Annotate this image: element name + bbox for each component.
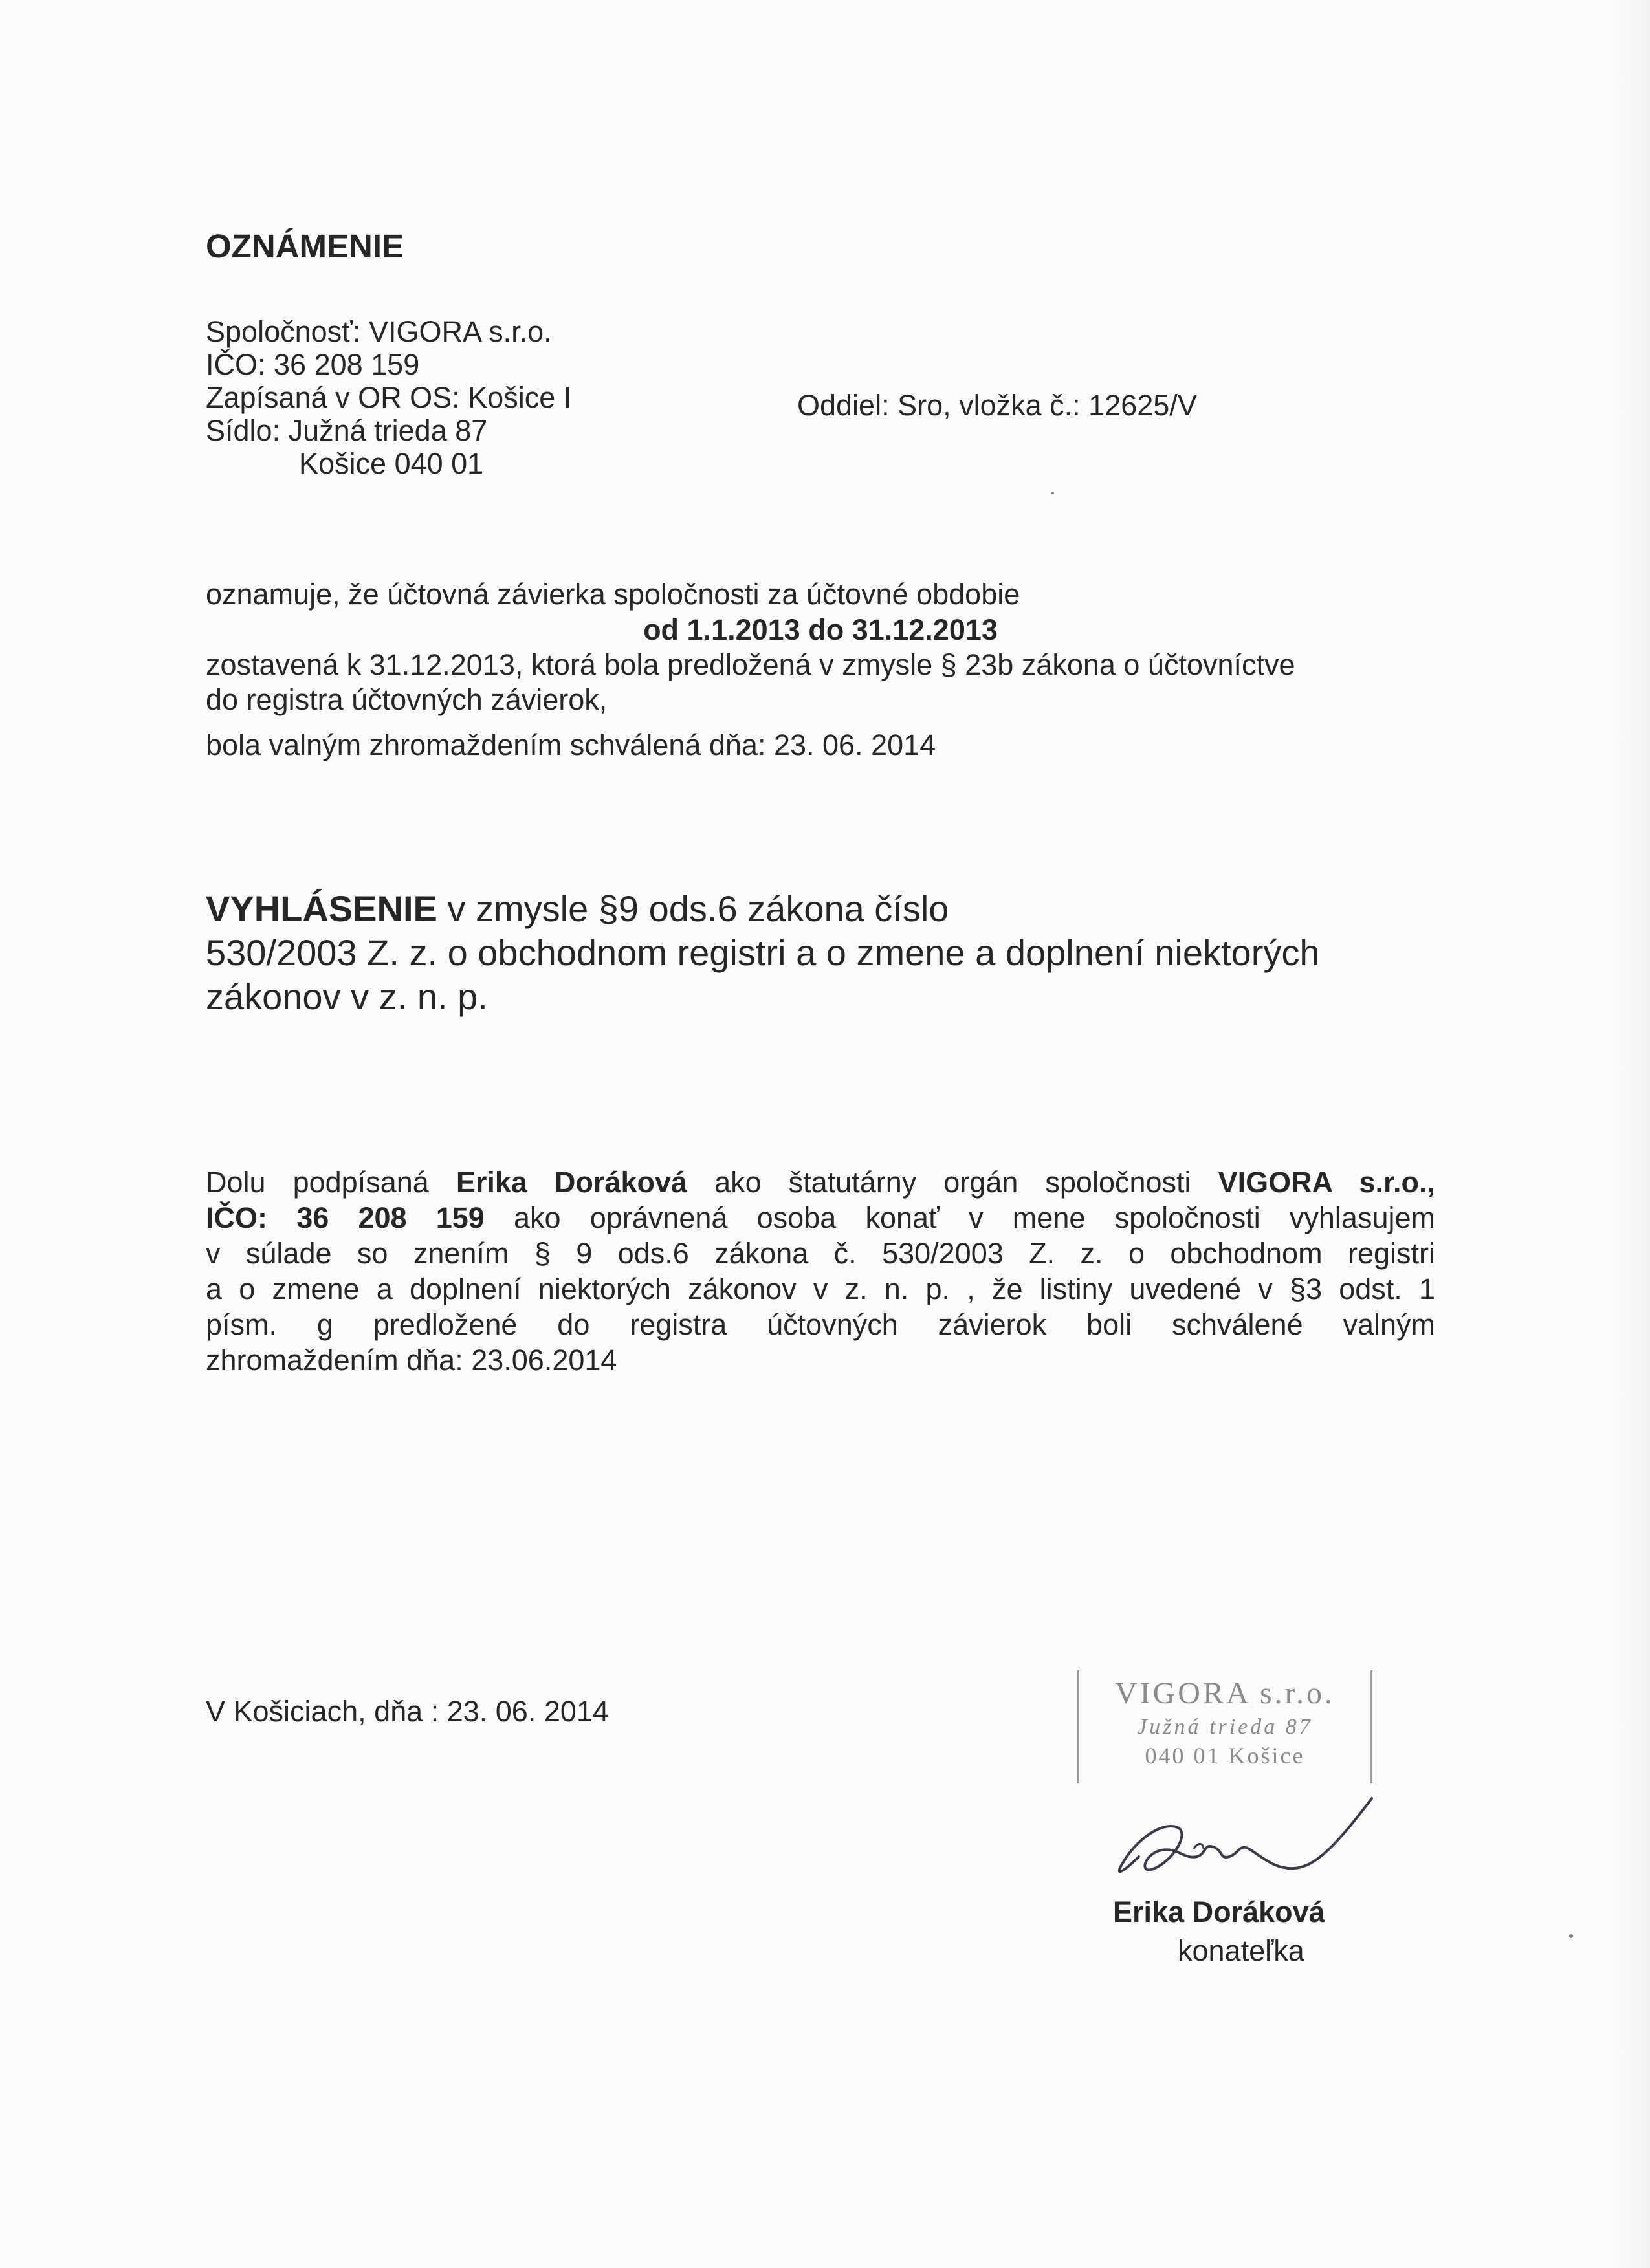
handwritten-signature [1100, 1772, 1385, 1902]
declaration-title-rest: v zmysle §9 ods.6 zákona číslo [437, 888, 949, 929]
page-edge-shadow [1611, 0, 1650, 2268]
statement-signer-name: Erika Doráková [456, 1166, 688, 1199]
notice-line-5: bola valným zhromaždením schválená dňa: 23. 06. 2014 [206, 728, 936, 761]
company-register: Zapísaná v OR OS: Košice I [206, 381, 572, 414]
scan-speck [1051, 492, 1054, 494]
statement-text: ako štatutárny orgán spoločnosti [687, 1166, 1218, 1199]
document-title: OZNÁMENIE [206, 228, 404, 265]
statement-line-3: v súlade so znením § 9 ods.6 zákona č. 530/2003 Z. z. o obchodnom registri [206, 1237, 1435, 1270]
statement-line-2 [206, 1200, 1435, 1236]
company-city: Košice 040 01 [299, 447, 484, 480]
statement-text: Dolu podpísaná [206, 1166, 456, 1199]
place-date: V Košiciach, dňa : 23. 06. 2014 [206, 1695, 609, 1728]
company-seat: Sídlo: Južná trieda 87 [206, 414, 488, 447]
notice-line-1: oznamuje, že účtovná závierka spoločnosti za účtovné obdobie [206, 578, 1020, 611]
notice-period: od 1.1.2013 do 31.12.2013 [643, 613, 998, 646]
statement-line-1 [206, 1164, 1435, 1200]
statement-line-4: a o zmene a doplnení niektorých zákonov v z. n. p. , že listiny uvedené v §3 odst. 1 [206, 1272, 1435, 1305]
statement-line-6: zhromaždením dňa: 23.06.2014 [206, 1344, 617, 1377]
scan-speck [1569, 1934, 1573, 1938]
stamp-line-1: VIGORA s.r.o. [1114, 1676, 1336, 1710]
company-section: Oddiel: Sro, vložka č.: 12625/V [797, 389, 1197, 422]
statement-paragraph [206, 1164, 1435, 1378]
signer-role: konateľka [1178, 1934, 1304, 1967]
statement-company: VIGORA s.r.o., [1218, 1166, 1436, 1199]
company-stamp [1077, 1670, 1372, 1783]
signer-name: Erika Doráková [1113, 1895, 1325, 1928]
company-ico: IČO: 36 208 159 [206, 348, 420, 381]
declaration-title-bold: VYHLÁSENIE [206, 888, 437, 929]
stamp-line-3: 040 01 Košice [1145, 1743, 1305, 1769]
statement-line-5: písm. g predložené do registra účtovných závierok boli schválené valným [206, 1308, 1435, 1341]
declaration-line-3: zákonov v z. n. p. [206, 976, 488, 1017]
notice-line-3: zostavená k 31.12.2013, ktorá bola predložená v zmysle § 23b zákona o účtovníctve [206, 648, 1295, 681]
statement-text: ako oprávnená osoba konať v mene spoločnosti vyhlasujem [484, 1201, 1435, 1234]
declaration-line-2: 530/2003 Z. z. o obchodnom registri a o zmene a doplnení niektorých [206, 932, 1320, 973]
declaration-title [206, 889, 949, 929]
company-name: Spoločnosť: VIGORA s.r.o. [206, 315, 552, 348]
notice-line-4: do registra účtovných závierok, [206, 683, 608, 716]
stamp-line-2: Južná trieda 87 [1137, 1715, 1313, 1739]
statement-ico: IČO: 36 208 159 [206, 1201, 485, 1234]
